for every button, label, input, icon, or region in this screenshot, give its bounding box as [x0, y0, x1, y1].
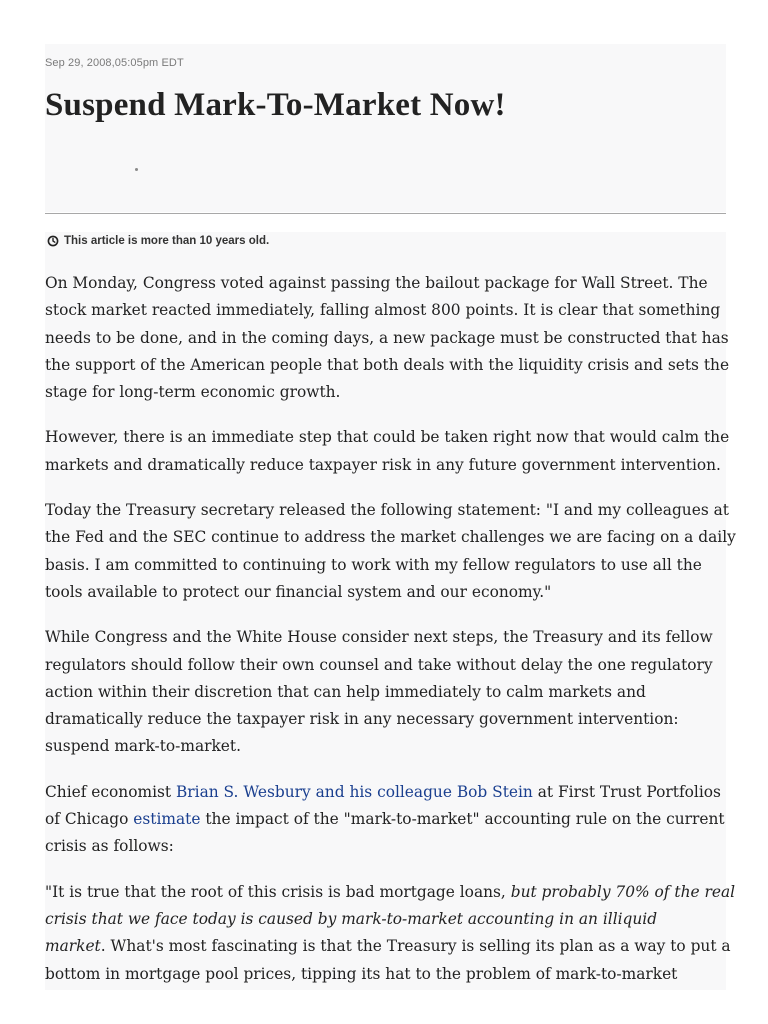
separator-dot — [135, 168, 138, 171]
publish-timestamp: Sep 29, 2008,05:05pm EDT — [45, 57, 184, 69]
header-divider — [45, 213, 726, 214]
paragraph: However, there is an immediate step that could be taken right now that would calm the markets and dramatically reduce taxpayer risk in any future government intervention. — [45, 428, 730, 474]
age-notice-text: This article is more than 10 years old. — [64, 235, 270, 247]
estimate-link[interactable]: estimate — [133, 810, 201, 829]
paragraph: On Monday, Congress voted against passing the bailout package for Wall Street. The stock market reacted immediately, falling almost 800 points. It is clear that something needs to be done, and in the coming days, a new package must be constructed that has the support of the American people that both deals with the liquidity crisis and sets the stage for long-term economic growth. — [45, 274, 730, 402]
paragraph: While Congress and the White House consider next steps, the Treasury and its fellow regulators should follow their own counsel and take without delay the one regulatory action within their discretion that can help immediately to calm markets and dramatically reduce the taxpayer risk in any necessary government intervention: suspend mark-to-market. — [45, 628, 713, 756]
wesbury-stein-link[interactable]: Brian S. Wesbury and his colleague Bob Stein — [175, 782, 533, 801]
article-age-notice — [47, 235, 269, 247]
paragraph: Chief economist Brian S. Wesbury and his colleague Bob Stein at First Trust Portfolios of Chicago estimate the impact of the "mark-to-market" accounting rule on the current crisis as follows: — [45, 782, 725, 856]
paragraph: Today the Treasury secretary released the following statement: "I and my colleagues at the Fed and the SEC continue to address the market challenges we are facing on a daily basis. I am committed to continuing to work with my fellow regulators to use all the tools available to protect our financial system and our economy." — [45, 501, 736, 601]
article-title: Suspend Mark-To-Market Now! — [45, 87, 506, 123]
article-header — [45, 44, 726, 212]
clock-icon — [47, 235, 59, 247]
paragraph: "It is true that the root of this crisis is bad mortgage loans, but probably 70% of the real crisis that we face today is caused by mark-to-market accounting in an illiquid market. What's most fascinating is that the Treasury is selling its plan as a way to put a bottom in mortgage pool prices, tipping its hat to the problem of mark-to-market — [45, 882, 736, 983]
article-body — [45, 270, 736, 1006]
